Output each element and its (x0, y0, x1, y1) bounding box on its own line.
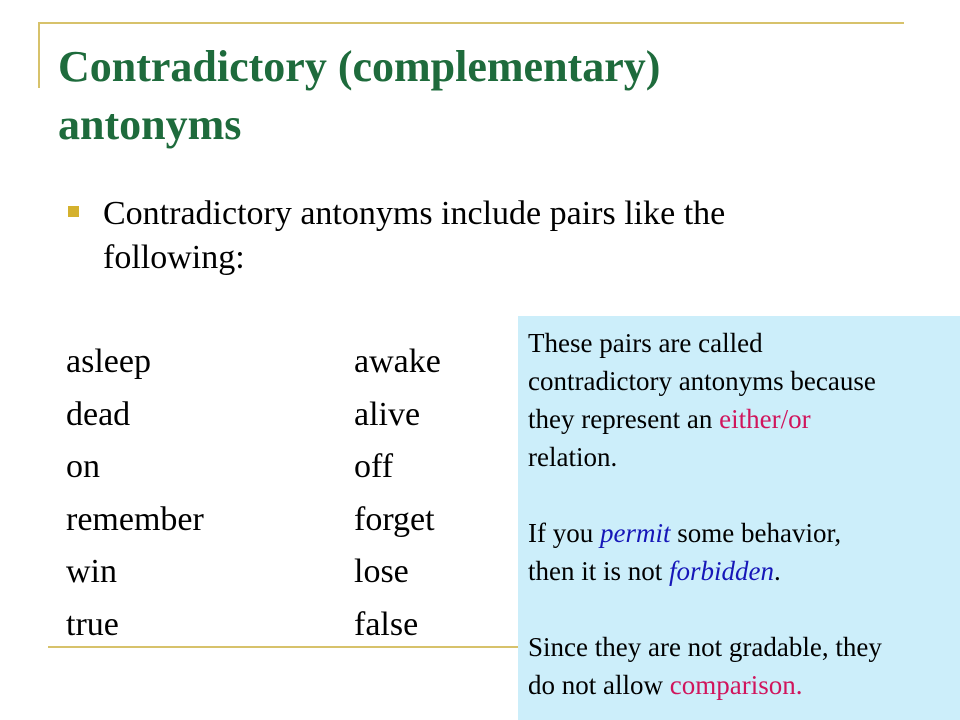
bullet-line-1: Contradictory antonyms include pairs like the (103, 195, 726, 232)
antonym-right: lose (354, 553, 409, 590)
bullet-square-icon (68, 206, 79, 217)
note-line: relation. (528, 442, 618, 472)
paragraph-spacer (528, 590, 950, 628)
paragraph-spacer (528, 476, 950, 514)
antonym-left: win (66, 553, 117, 590)
note-line: Since they are not gradable, they (528, 632, 882, 662)
antonym-left: dead (66, 395, 131, 433)
antonym-pair-row (66, 339, 506, 392)
antonym-right: off (354, 448, 394, 485)
top-rule (38, 22, 904, 24)
antonym-pair-row (66, 392, 506, 445)
slide-title-line-2: antonyms (58, 100, 242, 149)
note-text: they represent an (528, 404, 720, 434)
note-line (528, 666, 950, 704)
forbidden-emphasis: forbidden (669, 556, 774, 586)
antonym-pair-row (66, 497, 506, 550)
antonym-left: on (66, 448, 100, 485)
note-line (528, 514, 950, 552)
note-text: If you (528, 518, 600, 548)
note-line (528, 552, 950, 590)
left-rule (38, 22, 40, 88)
note-text: do not allow (528, 670, 670, 700)
note-line (528, 400, 950, 438)
note-text: some behavior, (670, 518, 842, 548)
note-text: . (774, 556, 781, 586)
antonym-pair-row (66, 444, 506, 497)
explanation-note-box (518, 316, 960, 720)
antonym-left: asleep (66, 343, 151, 380)
antonym-pair-row (66, 549, 506, 602)
bullet-text (103, 192, 903, 280)
note-line: These pairs are called (528, 328, 763, 358)
either-or-highlight: either/or (719, 404, 811, 434)
slide-title-line-1: Contradictory (complementary) (58, 42, 661, 91)
antonym-left: true (66, 605, 119, 643)
antonym-right: false (354, 605, 419, 643)
note-line: contradictory antonyms because (528, 366, 876, 396)
slide-title (58, 38, 918, 154)
antonym-pair-row (66, 602, 506, 655)
antonym-left: remember (66, 500, 204, 538)
antonym-right: forget (354, 500, 435, 538)
antonym-pairs-list (66, 339, 506, 654)
antonym-right: alive (354, 395, 421, 433)
note-text: then it is not (528, 556, 669, 586)
permit-emphasis: permit (599, 518, 671, 548)
bullet-line-2: following: (103, 239, 245, 276)
comparison-highlight: comparison. (669, 670, 803, 700)
antonym-right: awake (354, 343, 441, 380)
